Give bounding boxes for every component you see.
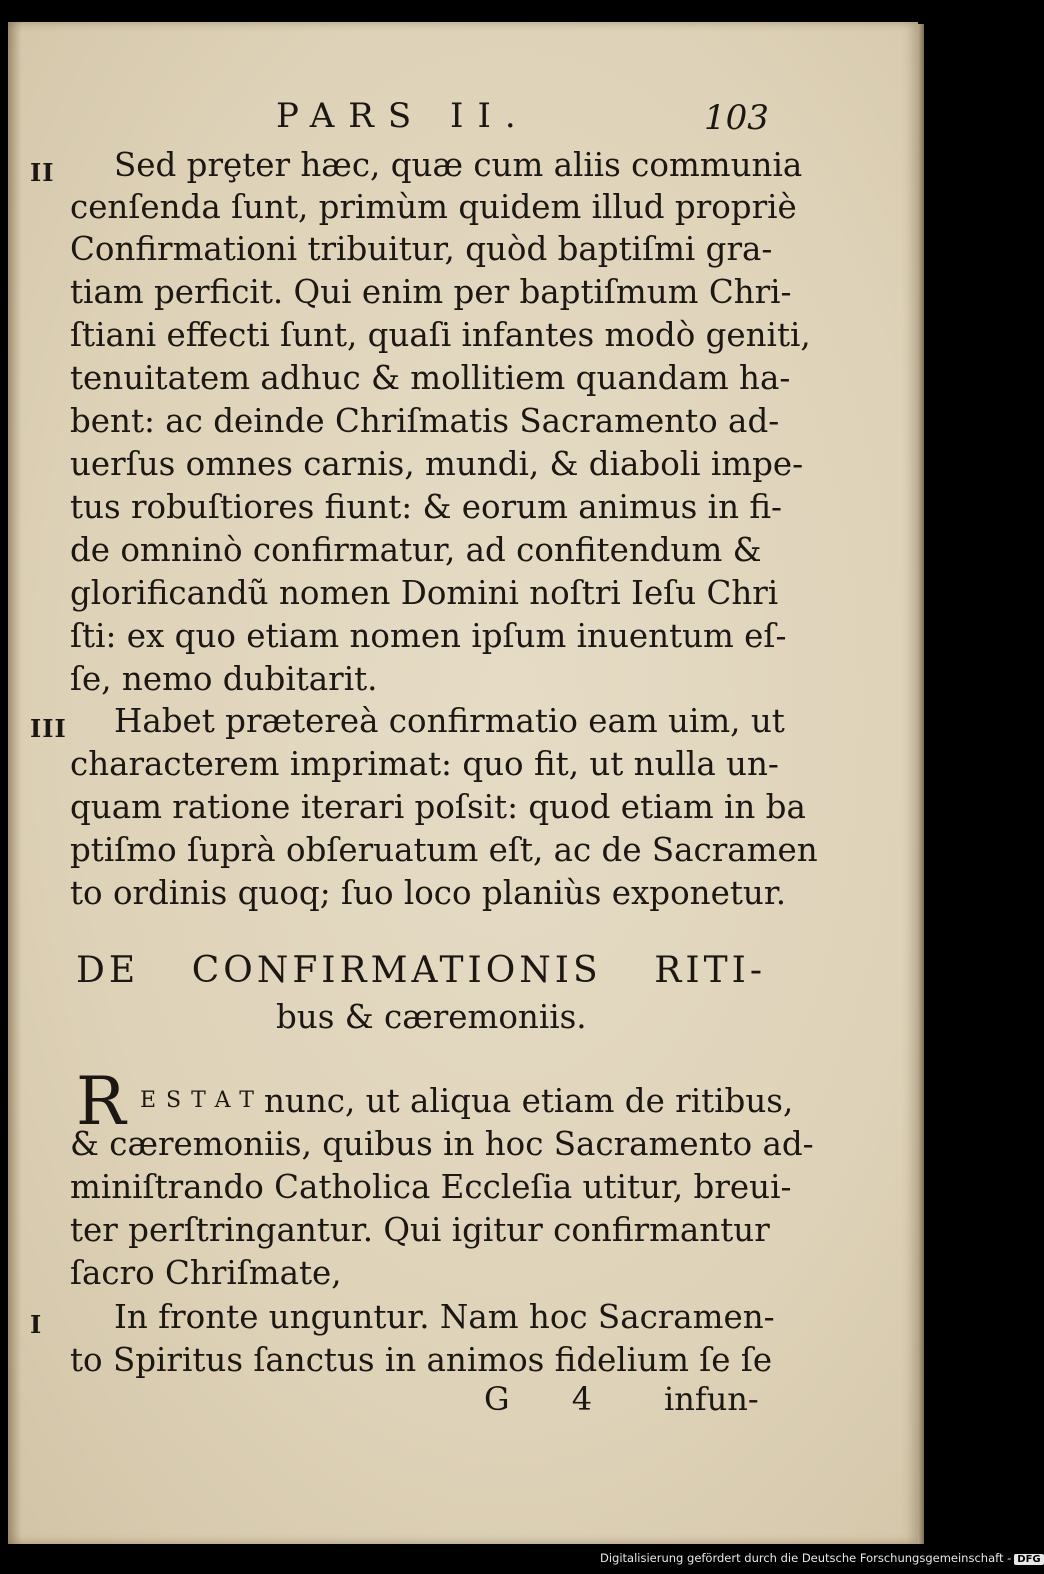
text-line: bent: ac deinde Chriſmatis Sacramento ad- — [70, 402, 780, 440]
dfg-logo: DFG — [1014, 1554, 1043, 1565]
text-line: to Spiritus ſanctus in animos fidelium ſe ſe — [70, 1341, 773, 1379]
book-page — [8, 22, 918, 1544]
text-line: to ordinis quoq; ſuo loco planiùs exponetur. — [70, 874, 787, 912]
text-line: tus robuſtiores fiunt: & eorum animus in fi- — [70, 488, 783, 526]
catchword: infun- — [664, 1380, 759, 1418]
text-line: characterem imprimat: quo fit, ut nulla un- — [70, 745, 779, 783]
text-line: de omninò confirmatur, ad confitendum & — [70, 531, 762, 569]
text-line: quam ratione iterari poſsit: quod etiam in ba — [70, 788, 806, 826]
section-heading-continued: bus & cæremoniis. — [276, 998, 587, 1036]
running-head: PARS II. — [276, 96, 530, 136]
margin-number: III — [30, 714, 67, 743]
text-line: ter perſtringantur. Qui igitur confirmantur — [70, 1211, 770, 1249]
digitization-credit — [600, 1551, 1041, 1565]
text-line: ſacro Chriſmate, — [70, 1254, 342, 1292]
signature-mark: G 4 — [484, 1380, 619, 1418]
text-line: In fronte unguntur. Nam hoc Sacramen- — [114, 1298, 775, 1336]
text-line: Sed prȩter hæc, quæ cum aliis communia — [114, 146, 803, 184]
text-line: ſe, nemo dubitarit. — [70, 660, 378, 698]
text-line: ptiſmo ſuprà obſeruatum eſt, ac de Sacramen — [70, 831, 818, 869]
text-line: Confirmationi tribuitur, quòd baptiſmi gra- — [70, 230, 773, 268]
margin-number: II — [30, 158, 55, 187]
page-edge — [918, 24, 924, 1544]
text-line: glorificandũ nomen Domini noſtri Ieſu Chri — [70, 574, 779, 612]
page-header — [8, 96, 918, 140]
text-line: cenſenda ſunt, primùm quidem illud propriè — [70, 188, 797, 226]
page-number: 103 — [704, 98, 769, 138]
text-line: Habet prætereà confirmatio eam uim, ut — [114, 702, 785, 740]
section-heading: DE CONFIRMATIONIS RITI- — [76, 950, 766, 991]
text-line: nunc, ut aliqua etiam de ritibus, — [264, 1082, 794, 1120]
text-line: tiam perficit. Qui enim per baptiſmum Chri- — [70, 273, 792, 311]
text-line: ſtiani effecti ſunt, quaſi infantes modò geniti, — [70, 316, 811, 354]
text-line: miniſtrando Catholica Eccleſia utitur, breui- — [70, 1168, 792, 1206]
drop-cap: R — [76, 1063, 126, 1140]
text-line: uerſus omnes carnis, mundi, & diaboli impe- — [70, 445, 804, 483]
text-line: & cæremoniis, quibus in hoc Sacramento ad- — [70, 1125, 814, 1163]
credit-text: Digitalisierung gefördert durch die Deutsche Forschungsgemeinschaft - — [600, 1551, 1012, 1565]
gutter-shadow — [8, 22, 22, 1544]
text-line: tenuitatem adhuc & mollitiem quandam ha- — [70, 359, 791, 397]
margin-number: I — [30, 1310, 43, 1339]
small-caps-word: ESTAT — [140, 1088, 264, 1113]
text-line: ſti: ex quo etiam nomen ipſum inuentum eſ- — [70, 617, 787, 655]
